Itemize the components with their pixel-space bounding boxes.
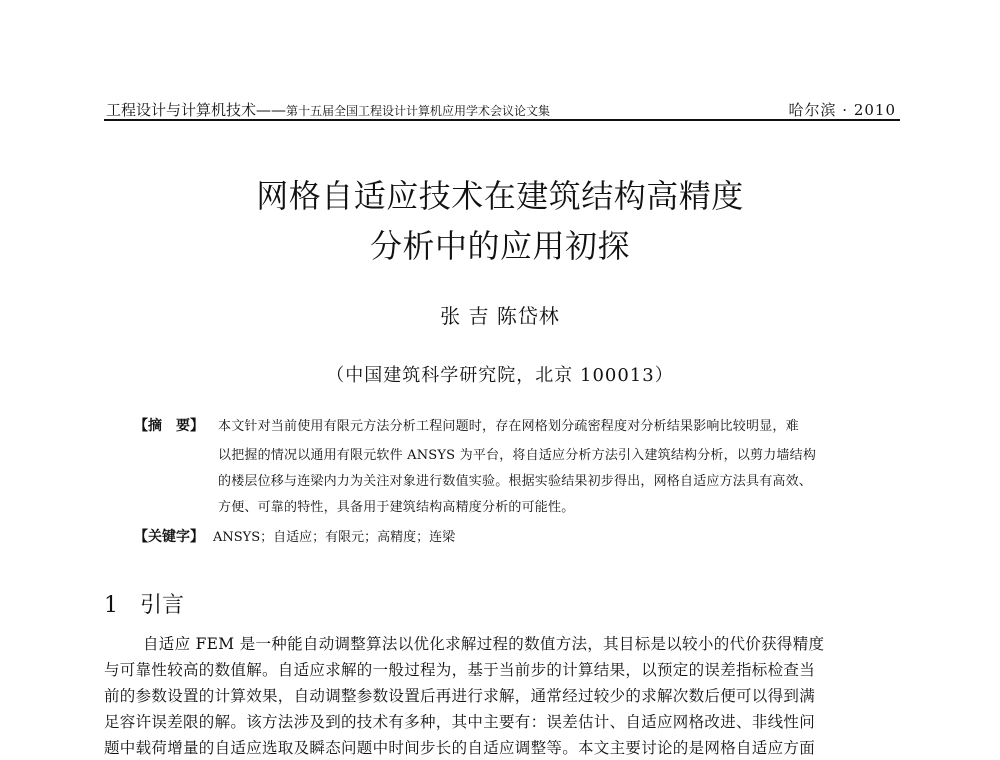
body-line-5: 题中载荷增量的自适应选取及瞬态问题中时间步长的自适应调整等。本文主要讨论的是网格自适应方面	[104, 739, 816, 757]
paper-affiliation: （中国建筑科学研究院，北京 100013）	[326, 365, 674, 386]
header-dash: ——	[256, 101, 287, 119]
running-header-left	[106, 99, 550, 120]
location-year: 哈尔滨 · 2010	[788, 101, 896, 119]
abstract-line-3: 的楼层位移与连梁内力为关注对象进行数值实验。根据实验结果初步得出，网格自适应方法具有高效、	[218, 474, 813, 489]
body-line-1: 自适应 FEM 是一种能自动调整算法以优化求解过程的数值方法，其目标是以较小的代价获得精度	[143, 635, 825, 653]
keywords-list: ANSYS；自适应；有限元；高精度；连梁	[213, 530, 456, 545]
proceedings-name: 第十五届全国工程设计计算机应用学术会议论文集	[286, 104, 551, 118]
keywords-label: 【关键字】	[134, 529, 204, 545]
paper-authors: 张 吉 陈岱林	[440, 304, 560, 328]
abstract-line-2: 以把握的情况以通用有限元软件 ANSYS 为平台，将自适应分析方法引入建筑结构分析，以剪力墙结构	[218, 448, 817, 463]
abstract-label: 【摘 要】	[134, 418, 204, 434]
running-header	[104, 97, 900, 121]
body-line-2: 与可靠性较高的数值解。自适应求解的一般过程为，基于当前步的计算结果，以预定的误差指标检查当	[104, 661, 816, 679]
section-title: 引言	[140, 593, 185, 618]
paper-title-line-1: 网格自适应技术在建筑结构高精度	[256, 177, 744, 215]
abstract-line-1: 本文针对当前使用有限元方法分析工程问题时，存在网格划分疏密程度对分析结果影响比较明显，难	[218, 419, 799, 434]
section-heading-introduction	[104, 588, 184, 619]
body-line-3: 前的参数设置的计算效果，自动调整参数设置后再进行求解，通常经过较少的求解次数后便可以得到满	[104, 687, 816, 705]
section-number: 1	[104, 593, 118, 618]
paper-title-line-2: 分析中的应用初探	[369, 227, 630, 265]
journal-name: 工程设计与计算机技术	[106, 101, 257, 119]
body-line-4: 足容许误差限的解。该方法涉及到的技术有多种，其中主要有：误差估计、自适应网格改进、非线性问	[104, 713, 816, 731]
abstract-line-4: 方便、可靠的特性，具备用于建筑结构高精度分析的可能性。	[218, 500, 575, 515]
